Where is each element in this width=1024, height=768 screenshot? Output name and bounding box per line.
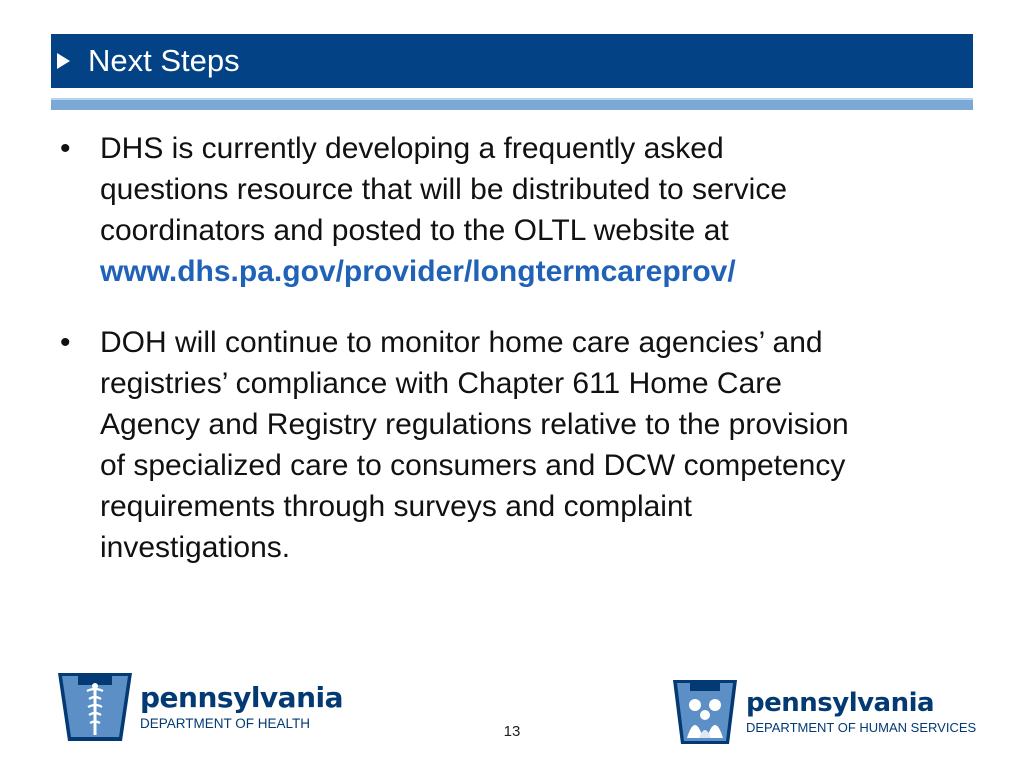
logo-wordmark: pennsylvania [746,688,935,718]
keystone-family-icon [673,680,737,744]
bullet-line: DOH will continue to monitor home care agencies’ and [100,326,823,359]
pa-health-logo [58,673,343,741]
bullet-line: registries’ compliance with Chapter 611 Home Care [100,367,782,400]
logo-department: DEPARTMENT OF HUMAN SERVICES [746,720,977,735]
bullet-text [100,128,960,292]
title-bar [51,34,973,88]
bullet-item [60,322,960,568]
bullet-line: questions resource that will be distributed to service [100,173,788,206]
logo-text [140,680,343,731]
bullet-text [100,322,960,568]
slide-title: Next Steps [88,43,240,78]
bullet-line: investigations. [100,531,291,564]
bullet-line: of specialized care to consumers and DCW competency [100,449,846,482]
logo-department: DEPARTMENT OF HEALTH [140,715,311,731]
page-number: 13 [503,723,521,740]
bullet-line: DHS is currently developing a frequently asked [100,132,724,165]
logo-text [746,690,976,734]
bullet-line: requirements through surveys and complaint [100,490,692,523]
keystone-health-icon [58,673,132,741]
bullet-list [60,128,960,568]
triangle-right-icon [57,53,70,69]
bullet-marker: • [60,132,71,165]
bullet-line: Agency and Registry regulations relative to the provision [100,408,849,441]
bullet-line: coordinators and posted to the OLTL website at [100,214,729,247]
title-underline [51,98,973,110]
oltl-website-link[interactable]: www.dhs.pa.gov/provider/longtermcareprov/ [100,255,736,288]
bullet-item [60,128,960,292]
bullet-marker: • [60,326,71,359]
pa-dhs-logo [673,680,976,744]
logo-wordmark: pennsylvania [140,680,343,714]
